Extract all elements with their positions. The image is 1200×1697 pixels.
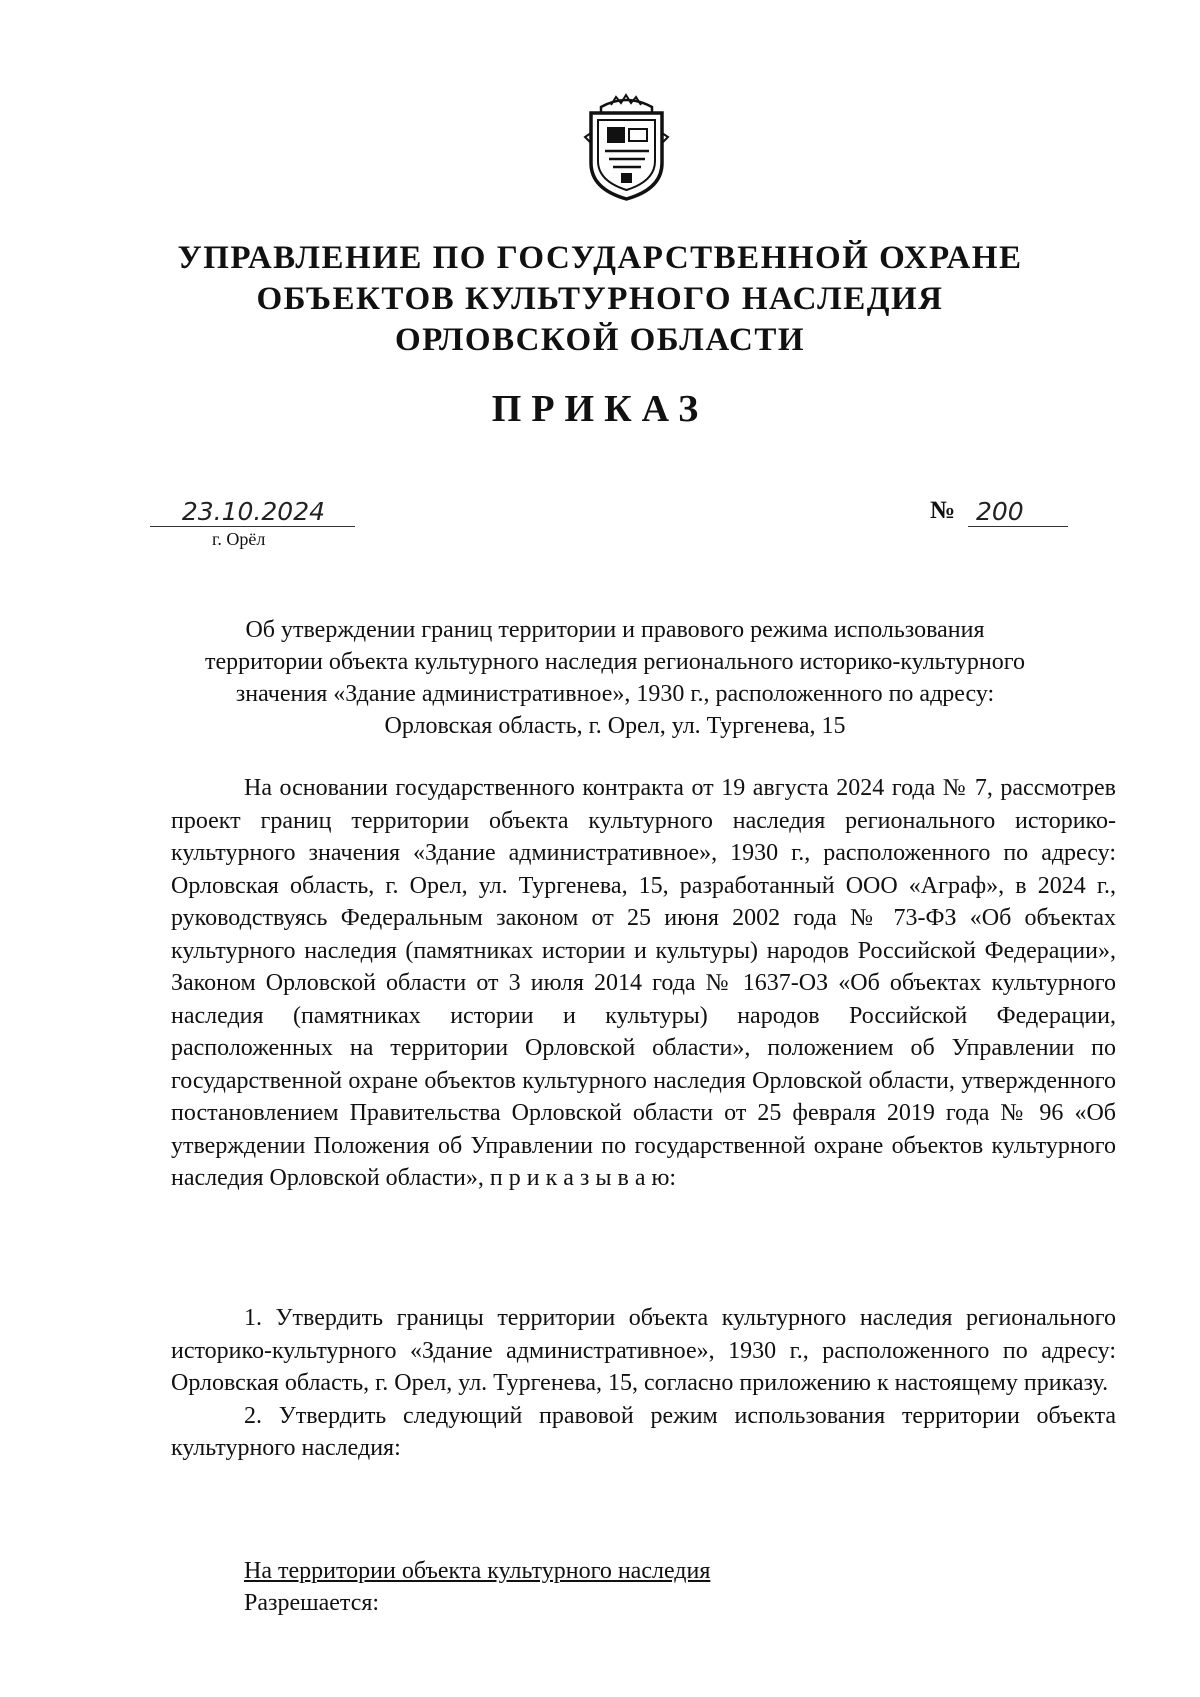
territory-heading: На территории объекта культурного наследия [244,1558,711,1584]
agency-line: ОРЛОВСКОЙ ОБЛАСТИ [394,322,806,358]
document-number: 200 [968,497,1068,527]
preamble-paragraph [171,772,1116,1195]
document-city: г. Орёл [212,529,266,549]
document-date: 23.10.2024 [150,497,355,527]
allowed-label: Разрешается: [244,1590,380,1616]
order-item: 2. Утвердить следующий правовой режим использования территории объекта культурного наследия: [171,1402,1116,1461]
territory-section [244,1555,710,1619]
document-type: ПРИКАЗ [491,388,709,430]
number-label: № [930,497,956,524]
agency-line: УПРАВЛЕНИЕ ПО ГОСУДАРСТВЕННОЙ ОХРАНЕ [177,240,1023,276]
document-title [150,614,1080,742]
order-word: п р и к а з ы в а ю: [489,1165,677,1191]
preamble [171,772,1116,1195]
title-line: значения «Здание административное», 1930 г., расположенного по адресу: [235,681,995,707]
agency-name [150,238,1050,361]
coat-of-arms-icon [583,93,670,201]
title-line: Об утверждении границ территории и правового режима использования [245,617,985,643]
title-line: Орловская область, г. Орел, ул. Тургенева, 15 [384,713,846,739]
title-line: территории объекта культурного наследия регионального историко-культурного [205,649,1025,675]
agency-line: ОБЪЕКТОВ КУЛЬТУРНОГО НАСЛЕДИЯ [256,281,944,317]
order-item: 1. Утвердить границы территории объекта культурного наследия регионального историко-культурного «Здание административное», 1930 г., расположенного по адресу: Орловская область, г. Орел, ул. Тургенева, 15, согласно приложению к настоящему приказу. [171,1305,1116,1396]
preamble-text: На основании государственного контракта от 19 августа 2024 года № 7, рассмотрев проект границ территории объекта культурного наследия регионального историко-культурного значения «Здание административное», 1930 г., расположенного по адресу: Орловская область, г. Орел, ул. Тургенева, 15, разработанный ООО «Аграф», в 2024 г., руководствуясь Федеральным законом от 25 июня 2002 года № 73-ФЗ «Об объектах культурного наследия (памятниках истории и культуры) народов Российской Федерации», Законом Орловской области от 3 июля 2014 года № 1637-ОЗ «Об объектах культурного наследия (памятниках истории и культуры) народов Российской Федерации, расположенных на территории Орловской области», положением об Управлении по государственной охране объектов культурного наследия Орловской области, утвержденного постановлением Правительства Орловской области от 25 февраля 2019 года № 96 «Об утверждении Положения об Управлении по государственной охране объектов культурного наследия Орловской области», [171,775,1116,1191]
order-items [171,1302,1116,1465]
